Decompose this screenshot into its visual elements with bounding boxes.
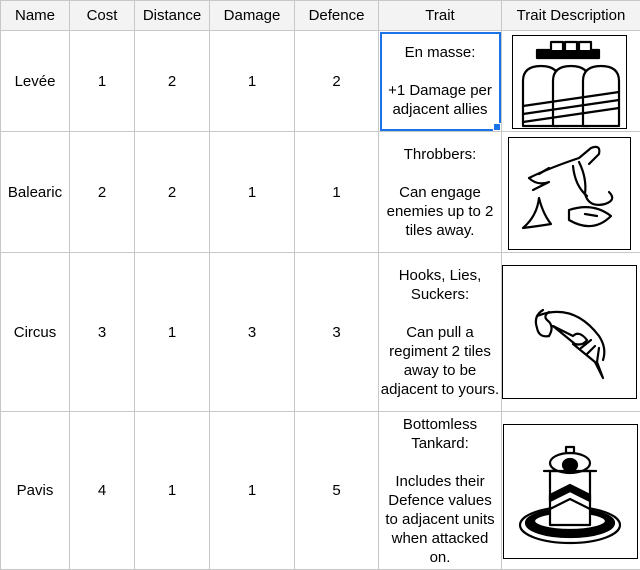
- cell-trait[interactable]: Hooks, Lies, Suckers: Can pull a regiment 2 tiles away to be adjacent to yours.: [379, 253, 502, 412]
- table-row: [1, 412, 640, 570]
- cell-distance[interactable]: 1: [135, 253, 210, 412]
- cell-cost[interactable]: 2: [70, 132, 135, 253]
- cell-name[interactable]: Levée: [1, 31, 70, 132]
- cell-trait-image[interactable]: [502, 253, 640, 412]
- tankard-icon: [503, 424, 638, 559]
- cell-damage[interactable]: 3: [210, 253, 295, 412]
- cell-trait-selected[interactable]: En masse: +1 Damage per adjacent allies: [379, 31, 502, 132]
- cell-trait-image[interactable]: [502, 132, 640, 253]
- cell-defence[interactable]: 3: [295, 253, 379, 412]
- cell-trait-image[interactable]: [502, 31, 640, 132]
- cell-defence[interactable]: 1: [295, 132, 379, 253]
- header-defence[interactable]: Defence: [295, 1, 379, 31]
- table-row: [1, 253, 640, 412]
- header-trait[interactable]: Trait: [379, 1, 502, 31]
- table-row: [1, 31, 640, 132]
- cell-name[interactable]: Balearic: [1, 132, 70, 253]
- cell-trait-image[interactable]: [502, 412, 640, 570]
- cell-defence[interactable]: 5: [295, 412, 379, 570]
- cell-cost[interactable]: 4: [70, 412, 135, 570]
- table-row: [1, 132, 640, 253]
- header-damage[interactable]: Damage: [210, 1, 295, 31]
- cell-damage[interactable]: 1: [210, 132, 295, 253]
- header-distance[interactable]: Distance: [135, 1, 210, 31]
- cell-cost[interactable]: 3: [70, 253, 135, 412]
- soldiers-icon: [512, 35, 627, 129]
- sling-icon: [508, 137, 631, 250]
- cell-distance[interactable]: 2: [135, 132, 210, 253]
- cell-cost[interactable]: 1: [70, 31, 135, 132]
- cell-trait[interactable]: Throbbers: Can engage enemies up to 2 tiles away.: [379, 132, 502, 253]
- cell-distance[interactable]: 1: [135, 412, 210, 570]
- header-row: [1, 1, 640, 31]
- cell-name[interactable]: Pavis: [1, 412, 70, 570]
- cell-defence[interactable]: 2: [295, 31, 379, 132]
- cell-trait[interactable]: Bottomless Tankard: Includes their Defence values to adjacent units when attacked on.: [379, 412, 502, 570]
- header-trait-description[interactable]: Trait Description: [502, 1, 640, 31]
- header-cost[interactable]: Cost: [70, 1, 135, 31]
- cell-damage[interactable]: 1: [210, 31, 295, 132]
- cell-damage[interactable]: 1: [210, 412, 295, 570]
- header-name[interactable]: Name: [1, 1, 70, 31]
- cell-name[interactable]: Circus: [1, 253, 70, 412]
- cell-distance[interactable]: 2: [135, 31, 210, 132]
- hook-icon: [502, 265, 637, 399]
